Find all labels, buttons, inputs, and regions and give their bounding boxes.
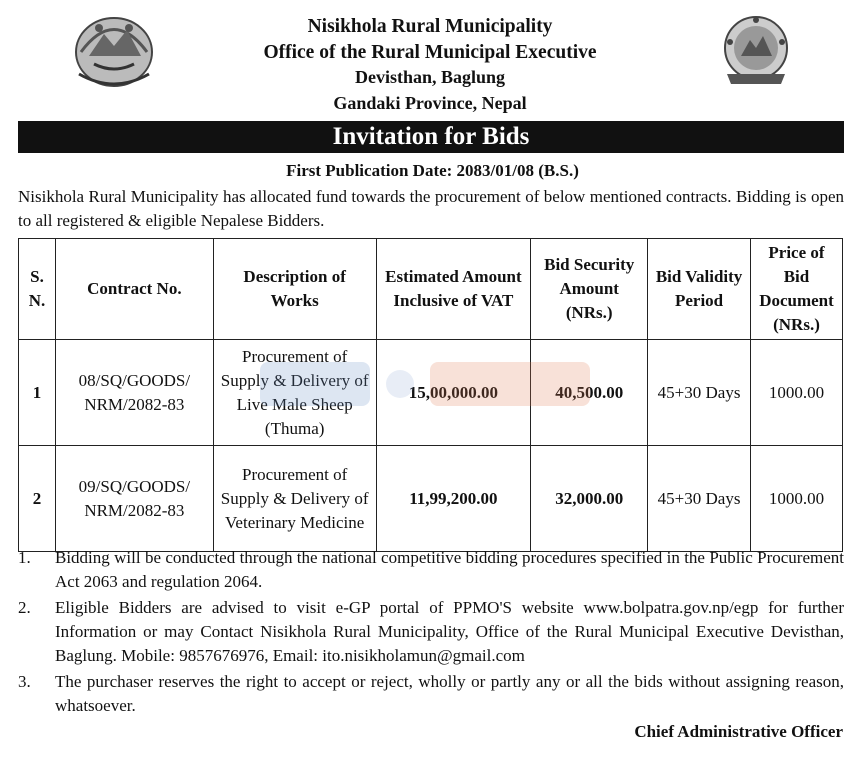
header-description: Description of Works: [213, 239, 376, 340]
cell-bid-security: 32,000.00: [531, 446, 648, 552]
notice-title: Invitation for Bids: [18, 121, 844, 153]
notes-list: [18, 546, 844, 720]
table-row: [19, 446, 843, 552]
cell-document-price: 1000.00: [750, 340, 842, 446]
cell-contract-no: 09/SQ/GOODS/ NRM/2082-83: [55, 446, 213, 552]
intro-paragraph: Nisikhola Rural Municipality has allocated fund towards the procurement of below mentioned contracts. Bidding is open to all registered & eligible Nepalese Bidders.: [18, 187, 844, 230]
cell-description: Procurement of Supply & Delivery of Live Male Sheep (Thuma): [213, 340, 376, 446]
cell-bid-security: 40,500.00: [531, 340, 648, 446]
header-sn: S. N.: [19, 239, 56, 340]
table-row: [19, 340, 843, 446]
office-name: Office of the Rural Municipal Executive: [263, 41, 597, 63]
cell-bid-validity: 45+30 Days: [648, 446, 751, 552]
publication-date: First Publication Date: 2083/01/08 (B.S.): [286, 161, 579, 180]
signature-title: Chief Administrative Officer: [634, 722, 843, 741]
cell-description: Procurement of Supply & Delivery of Veterinary Medicine: [213, 446, 376, 552]
cell-contract-no: 08/SQ/GOODS/ NRM/2082-83: [55, 340, 213, 446]
header-bid-security: Bid Security Amount (NRs.): [531, 239, 648, 340]
cell-bid-validity: 45+30 Days: [648, 340, 751, 446]
municipality-name: Nisikhola Rural Municipality: [307, 16, 553, 37]
list-item: [18, 670, 844, 718]
cell-sn: 2: [19, 446, 56, 552]
municipality-logo-icon: [717, 12, 795, 92]
header-contract-no: Contract No.: [55, 239, 213, 340]
note-text: Bidding will be conducted through the national competitive bidding procedures specified in the Public Procurement Act 2063 and regulation 2064.: [55, 548, 844, 591]
list-item: [18, 596, 844, 668]
note-text: The purchaser reserves the right to accept or reject, wholly or partly any or all the bids without assigning reason, whatsoever.: [55, 672, 844, 715]
cell-estimated-amount: 11,99,200.00: [376, 446, 531, 552]
note-number: 2.: [18, 598, 31, 617]
cell-sn: 1: [19, 340, 56, 446]
province-country: Gandaki Province, Nepal: [333, 92, 527, 113]
table-header-row: [19, 239, 843, 340]
cell-document-price: 1000.00: [750, 446, 842, 552]
header-document-price: Price of Bid Document (NRs.): [750, 239, 842, 340]
note-number: 3.: [18, 672, 31, 691]
note-text: Eligible Bidders are advised to visit e-GP portal of PPMO'S website www.bolpatra.gov.np/egp for further Information or may Contact Nisikhola Rural Municipality, Office of the Rural Municipal Executive Devisthan, Baglung. Mobile: 9857676976, Email: ito.nisikholamun@gmail.com: [55, 598, 844, 665]
bids-table: [18, 238, 843, 552]
notice-header: [17, 0, 843, 122]
office-location: Devisthan, Baglung: [354, 67, 506, 87]
header-bid-validity: Bid Validity Period: [648, 239, 751, 340]
list-item: [18, 546, 844, 594]
cell-estimated-amount: 15,00,000.00: [376, 340, 531, 446]
note-number: 1.: [18, 548, 31, 567]
header-estimated-amount: Estimated Amount Inclusive of VAT: [376, 239, 531, 340]
